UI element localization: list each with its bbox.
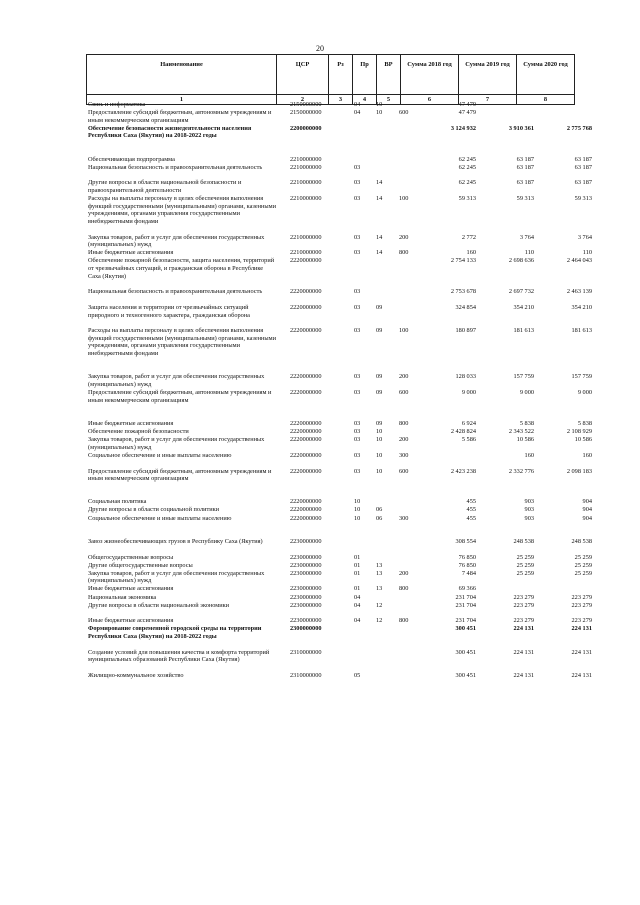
cell-pr: 13: [376, 569, 383, 577]
table-row: [86, 179, 594, 194]
row-name: Иные бюджетные ассигнования: [88, 585, 174, 593]
cell-csr: 2220000000: [290, 467, 322, 475]
cell-csr: 2220000000: [290, 419, 322, 427]
row-name: Общегосударственные вопросы: [88, 553, 174, 561]
header-2018: Сумма 2018 год: [401, 55, 459, 95]
cell-csr: 2230000000: [290, 617, 322, 625]
table-row: [86, 125, 594, 148]
cell-csr: 2220000000: [290, 257, 322, 265]
cell-y2018: 2 772: [461, 233, 476, 241]
cell-pr: 10: [376, 101, 383, 108]
cell-rz: 10: [354, 506, 361, 514]
cell-y2019: 903: [524, 498, 534, 506]
cell-vr: 600: [399, 389, 409, 397]
col-number: 4: [353, 95, 377, 105]
cell-rz: 01: [354, 569, 361, 577]
cell-y2018: 2 753 678: [450, 288, 476, 296]
cell-csr: 2220000000: [290, 389, 322, 397]
cell-csr: 2200000000: [290, 124, 322, 132]
row-name: Жилищно-коммунальное хозяйство: [88, 671, 184, 679]
row-name: Социальное обеспечение и иные выплаты населению: [88, 514, 232, 522]
cell-y2020: 2 464 043: [566, 257, 592, 265]
col-number: 5: [377, 95, 401, 105]
cell-pr: 10: [376, 436, 383, 444]
cell-csr: 2150000000: [290, 101, 322, 108]
cell-y2019: 63 187: [516, 163, 534, 171]
cell-rz: 03: [354, 373, 361, 381]
cell-pr: 10: [376, 109, 383, 117]
cell-csr: 2230000000: [290, 553, 322, 561]
cell-y2020: 248 538: [571, 537, 592, 545]
cell-y2020: 63 187: [574, 163, 592, 171]
row-name: Обеспечение безопасности жизнедеятельности населения Республики Саха (Якутия) на 2018-2022 годы: [88, 124, 252, 140]
cell-y2020: 2 098 183: [566, 467, 592, 475]
cell-y2018: 300 451: [455, 671, 476, 679]
cell-rz: 10: [354, 514, 361, 522]
cell-pr: 06: [376, 514, 383, 522]
row-name: Обеспечивающая подпрограмма: [88, 155, 175, 163]
cell-pr: 09: [376, 304, 383, 311]
cell-csr: 2310000000: [290, 671, 322, 679]
cell-pr: 14: [376, 249, 383, 257]
row-name: Национальная безопасность и правоохранительная деятельность: [88, 163, 263, 171]
row-name: Защита населения и территории от чрезвычайных ситуаций природного и техногенного характера, гражданская оборона: [88, 304, 250, 319]
cell-csr: 2220000000: [290, 436, 322, 444]
cell-y2018: 59 313: [458, 195, 476, 203]
cell-y2020: 160: [582, 451, 592, 459]
cell-y2020: 904: [582, 514, 592, 522]
cell-y2019: 25 259: [516, 553, 534, 561]
cell-rz: 03: [354, 288, 361, 296]
cell-rz: 04: [354, 593, 361, 601]
cell-y2019: 903: [524, 506, 534, 514]
table-row: [86, 195, 594, 233]
cell-y2018: 128 033: [455, 373, 476, 381]
cell-y2019: 25 259: [516, 569, 534, 577]
cell-vr: 200: [399, 233, 409, 241]
header-rz: Рз: [329, 55, 353, 95]
row-name: Другие общегосударственные вопросы: [88, 561, 193, 569]
table-row: [86, 515, 594, 523]
cell-y2018: 300 451: [455, 648, 476, 656]
cell-rz: 03: [354, 179, 361, 187]
table-row: [86, 672, 594, 680]
cell-y2018: 2 428 824: [450, 428, 476, 436]
cell-csr: 2210000000: [290, 179, 322, 187]
header-name: Наименование: [87, 55, 277, 95]
cell-y2019: 59 313: [516, 195, 534, 203]
cell-y2019: 10 586: [516, 436, 534, 444]
cell-y2018: 76 850: [458, 553, 476, 561]
cell-y2018: 76 850: [458, 561, 476, 569]
cell-rz: 03: [354, 195, 361, 203]
table-row: [86, 327, 594, 365]
cell-rz: 03: [354, 327, 361, 335]
col-number: 3: [329, 95, 353, 105]
cell-vr: 200: [399, 373, 409, 381]
table-row: [86, 164, 594, 179]
cell-y2019: 3 910 361: [508, 124, 534, 132]
cell-rz: 03: [354, 451, 361, 459]
table-row: [86, 570, 594, 585]
cell-y2020: 904: [582, 506, 592, 514]
cell-csr: 2230000000: [290, 585, 322, 593]
cell-y2019: 2 332 776: [508, 467, 534, 475]
table-row: [86, 585, 594, 593]
cell-y2019: 903: [524, 514, 534, 522]
cell-rz: 01: [354, 585, 361, 593]
table-row: [86, 234, 594, 249]
cell-pr: 09: [376, 389, 383, 397]
table-body: [86, 101, 594, 680]
cell-y2018: 231 704: [455, 601, 476, 609]
cell-csr: 2210000000: [290, 163, 322, 171]
cell-rz: 01: [354, 561, 361, 569]
row-name: Закупка товаров, работ и услуг для обеспечения государственных (муниципальных) нужд: [88, 436, 265, 451]
cell-y2018: 62 245: [458, 179, 476, 187]
cell-csr: 2230000000: [290, 593, 322, 601]
cell-y2020: 354 210: [571, 304, 592, 311]
cell-y2018: 69 366: [458, 585, 476, 593]
row-name: Закупка товаров, работ и услуг для обеспечения государственных (муниципальных) нужд: [88, 373, 265, 388]
cell-y2020: 9 000: [577, 389, 592, 397]
cell-csr: 2210000000: [290, 155, 322, 163]
row-name: Формирование современной городской среды на территории Республики Саха (Якутия) на 2018-2022 годы: [88, 625, 262, 640]
cell-vr: 200: [399, 569, 409, 577]
cell-y2019: 224 131: [513, 625, 534, 633]
cell-y2018: 300 451: [455, 625, 476, 633]
cell-csr: 2220000000: [290, 506, 322, 514]
row-name: Предоставление субсидий бюджетным, автономным учреждениям и иным некоммерческим организациям: [88, 389, 272, 404]
cell-y2019: 181 613: [513, 327, 534, 335]
cell-y2020: 223 279: [571, 601, 592, 609]
row-name: Национальная экономика: [88, 593, 157, 601]
header-pr: Пр: [353, 55, 377, 95]
cell-y2019: 157 759: [513, 373, 534, 381]
cell-y2018: 47 479: [458, 101, 476, 108]
cell-csr: 2220000000: [290, 498, 322, 506]
row-name: Иные бюджетные ассигнования: [88, 419, 174, 427]
cell-pr: 13: [376, 561, 383, 569]
cell-pr: 13: [376, 585, 383, 593]
cell-y2018: 5 586: [461, 436, 476, 444]
cell-y2020: 223 279: [571, 593, 592, 601]
cell-csr: 2230000000: [290, 601, 322, 609]
cell-y2018: 324 854: [455, 304, 476, 311]
table-header: [86, 54, 575, 105]
cell-y2020: 59 313: [574, 195, 592, 203]
cell-pr: 14: [376, 179, 383, 187]
cell-vr: 300: [399, 514, 409, 522]
cell-csr: 2220000000: [290, 373, 322, 381]
cell-y2020: 10 586: [574, 436, 592, 444]
table-row: [86, 625, 594, 648]
row-name: Социальная политика: [88, 498, 147, 506]
row-name: Обеспечение пожарной безопасности, защита населения, территорий от чрезвычайных ситуаций, и гражданская оборона в Республике Саха (Якутия): [88, 257, 275, 280]
cell-y2018: 6 924: [461, 419, 476, 427]
cell-csr: 2210000000: [290, 195, 322, 203]
cell-pr: 10: [376, 428, 383, 436]
cell-y2019: 63 187: [516, 155, 534, 163]
table-row: [86, 617, 594, 625]
cell-y2018: 47 479: [458, 109, 476, 117]
table-row: [86, 288, 594, 303]
cell-rz: 03: [354, 389, 361, 397]
cell-vr: 600: [399, 109, 409, 117]
cell-pr: 14: [376, 233, 383, 241]
col-number: 8: [517, 95, 575, 105]
cell-y2020: 2 775 768: [566, 124, 592, 132]
table-row: [86, 468, 594, 483]
row-name: Социальное обеспечение и иные выплаты населению: [88, 451, 232, 459]
cell-y2020: 2 108 929: [566, 428, 592, 436]
cell-csr: 2210000000: [290, 233, 322, 241]
cell-csr: 2310000000: [290, 648, 322, 656]
cell-y2018: 62 245: [458, 163, 476, 171]
cell-csr: 2230000000: [290, 561, 322, 569]
cell-y2019: 25 259: [516, 561, 534, 569]
row-name: Предоставление субсидий бюджетным, автономным учреждениям и иным некоммерческим организациям: [88, 109, 272, 124]
cell-rz: 03: [354, 163, 361, 171]
cell-y2018: 9 000: [461, 389, 476, 397]
cell-y2018: 308 554: [455, 537, 476, 545]
table-row: [86, 101, 594, 109]
cell-rz: 04: [354, 109, 361, 117]
cell-y2019: 63 187: [516, 179, 534, 187]
table-row: [86, 156, 594, 164]
cell-csr: 2300000000: [290, 625, 322, 633]
table-row: [86, 389, 594, 404]
row-name: Обеспечение пожарной безопасности: [88, 428, 189, 436]
cell-pr: 09: [376, 373, 383, 381]
cell-y2020: 25 259: [574, 569, 592, 577]
cell-y2018: 231 704: [455, 593, 476, 601]
header-vr: ВР: [377, 55, 401, 95]
row-name: Завоз жизнеобеспечивающих грузов в Республику Саха (Якутия): [88, 537, 263, 545]
cell-rz: 04: [354, 617, 361, 625]
cell-rz: 03: [354, 436, 361, 444]
cell-y2018: 7 484: [461, 569, 476, 577]
table-row: [86, 554, 594, 562]
cell-y2020: 5 838: [577, 419, 592, 427]
cell-y2020: 63 187: [574, 179, 592, 187]
table-row: [86, 249, 594, 257]
table-row: [86, 506, 594, 514]
cell-csr: 2230000000: [290, 569, 322, 577]
cell-y2020: 904: [582, 498, 592, 506]
cell-y2018: 2 754 133: [450, 257, 476, 265]
cell-y2019: 224 131: [513, 671, 534, 679]
table-row: [86, 436, 594, 451]
cell-vr: 800: [399, 249, 409, 257]
cell-csr: 2220000000: [290, 327, 322, 335]
cell-vr: 300: [399, 451, 409, 459]
row-name: Иные бюджетные ассигнования: [88, 617, 174, 625]
cell-y2020: 2 463 139: [566, 288, 592, 296]
table-row: [86, 420, 594, 428]
cell-rz: 03: [354, 249, 361, 257]
table-row: [86, 538, 594, 553]
cell-rz: 04: [354, 101, 361, 108]
cell-y2020: 224 131: [571, 648, 592, 656]
cell-pr: 12: [376, 617, 383, 625]
cell-pr: 12: [376, 601, 383, 609]
col-number: 7: [459, 95, 517, 105]
row-name: Создание условий для повышения качества и комфорта территорий муниципальных образований Республики Саха (Якутия): [88, 648, 270, 664]
cell-y2018: 231 704: [455, 617, 476, 625]
cell-csr: 2210000000: [290, 249, 322, 257]
cell-pr: 14: [376, 195, 383, 203]
col-number: 2: [277, 95, 329, 105]
cell-y2020: 181 613: [571, 327, 592, 335]
cell-rz: 05: [354, 671, 361, 679]
cell-y2019: 160: [524, 451, 534, 459]
cell-pr: 09: [376, 419, 383, 427]
table-row: [86, 602, 594, 610]
table-row: [86, 109, 594, 124]
col-number: 6: [401, 95, 459, 105]
cell-y2020: 25 259: [574, 553, 592, 561]
cell-y2020: 223 279: [571, 617, 592, 625]
cell-y2020: 25 259: [574, 561, 592, 569]
row-name: Другие вопросы в области национальной экономики: [88, 601, 230, 609]
header-csr: ЦСР: [277, 55, 329, 95]
cell-y2020: 157 759: [571, 373, 592, 381]
cell-rz: 03: [354, 428, 361, 436]
cell-rz: 10: [354, 498, 361, 506]
cell-y2018: 2 423 238: [450, 467, 476, 475]
cell-y2018: 180 897: [455, 327, 476, 335]
cell-rz: 03: [354, 419, 361, 427]
cell-rz: 03: [354, 233, 361, 241]
cell-y2019: 223 279: [513, 593, 534, 601]
row-name: Расходы на выплаты персоналу в целях обеспечения выполнения функций государственными (муниципальными) органами, казенными учреждениями, органами управления государственными внебюджетными фондами: [88, 327, 276, 358]
cell-y2019: 223 279: [513, 617, 534, 625]
cell-y2018: 160: [466, 249, 476, 257]
cell-y2020: 3 764: [577, 233, 592, 241]
header-2020: Сумма 2020 год: [517, 55, 575, 95]
row-name: Закупка товаров, работ и услуг для обеспечения государственных (муниципальных) нужд: [88, 233, 265, 249]
cell-rz: 03: [354, 467, 361, 475]
cell-y2018: 3 124 932: [450, 124, 476, 132]
cell-pr: 10: [376, 467, 383, 475]
cell-y2019: 223 279: [513, 601, 534, 609]
cell-pr: 06: [376, 506, 383, 514]
cell-csr: 2150000000: [290, 109, 322, 117]
cell-y2019: 224 131: [513, 648, 534, 656]
row-name: Другие вопросы в области национальной безопасности и правоохранительной деятельности: [88, 179, 242, 195]
cell-vr: 800: [399, 617, 409, 625]
cell-y2019: 5 838: [519, 419, 534, 427]
cell-vr: 800: [399, 419, 409, 427]
row-name: Закупка товаров, работ и услуг для обеспечения государственных (муниципальных) нужд: [88, 569, 265, 585]
cell-y2019: 2 698 636: [508, 257, 534, 265]
table-row: [86, 649, 594, 672]
cell-y2018: 455: [466, 514, 476, 522]
cell-pr: 10: [376, 451, 383, 459]
cell-vr: 100: [399, 327, 409, 335]
cell-csr: 2220000000: [290, 304, 322, 311]
table-row: [86, 594, 594, 602]
cell-y2020: 110: [582, 249, 592, 257]
table-row: [86, 373, 594, 388]
cell-csr: 2220000000: [290, 288, 322, 296]
cell-y2020: 224 131: [571, 625, 592, 633]
cell-y2020: 224 131: [571, 671, 592, 679]
cell-rz: 03: [354, 304, 361, 311]
table-row: [86, 304, 594, 327]
cell-vr: 200: [399, 436, 409, 444]
cell-csr: 2230000000: [290, 537, 322, 545]
cell-y2018: 62 245: [458, 155, 476, 163]
cell-rz: 04: [354, 601, 361, 609]
page-number: 20: [316, 44, 324, 53]
cell-y2019: 3 764: [519, 233, 534, 241]
cell-y2019: 2 343 522: [508, 428, 534, 436]
col-number: 1: [87, 95, 277, 105]
cell-vr: 100: [399, 195, 409, 203]
row-name: Расходы на выплаты персоналу в целях обеспечения выполнения функций государственными (муниципальными) органами, казенными учреждениями, органами управления государственными внебюджетными фондами: [88, 195, 276, 225]
cell-y2018: 455: [466, 506, 476, 514]
row-name: Иные бюджетные ассигнования: [88, 249, 174, 257]
header-2019: Сумма 2019 год: [459, 55, 517, 95]
table-row: [86, 452, 594, 460]
cell-vr: 600: [399, 467, 409, 475]
cell-rz: 01: [354, 553, 361, 561]
row-name: Национальная безопасность и правоохранительная деятельность: [88, 288, 263, 296]
table-row: [86, 562, 594, 570]
cell-vr: 800: [399, 585, 409, 593]
cell-y2019: 2 697 732: [508, 288, 534, 296]
table-row: [86, 428, 594, 436]
cell-y2019: 9 000: [519, 389, 534, 397]
cell-csr: 2220000000: [290, 428, 322, 436]
cell-y2019: 354 210: [513, 304, 534, 311]
cell-pr: 09: [376, 327, 383, 335]
cell-y2019: 110: [524, 249, 534, 257]
cell-csr: 2220000000: [290, 451, 322, 459]
table-row: [86, 257, 594, 280]
row-name: Связь и информатика: [88, 101, 146, 108]
cell-y2020: 63 187: [574, 155, 592, 163]
cell-y2018: 455: [466, 498, 476, 506]
cell-y2019: 248 538: [513, 537, 534, 545]
row-name: Другие вопросы в области социальной политики: [88, 506, 220, 514]
cell-csr: 2220000000: [290, 514, 322, 522]
table-row: [86, 498, 594, 506]
row-name: Предоставление субсидий бюджетным, автономным учреждениям и иным некоммерческим организациям: [88, 467, 272, 483]
